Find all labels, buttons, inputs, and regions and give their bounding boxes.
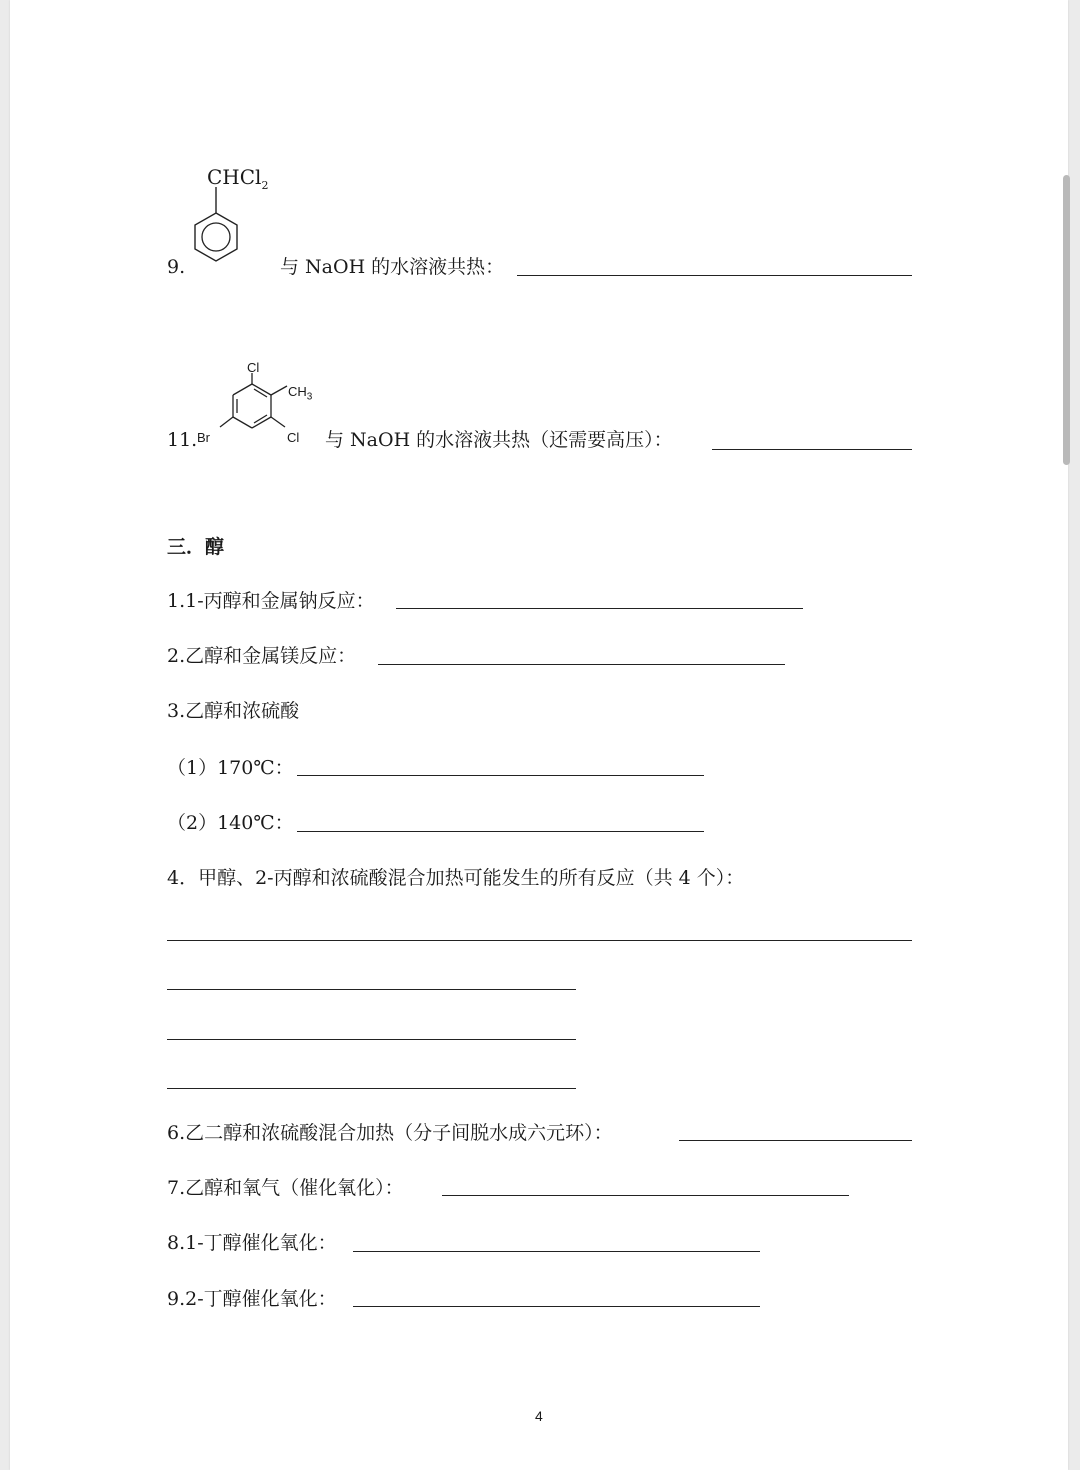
q11-number: 11. (167, 429, 198, 451)
item-9: 9.2-丁醇催化氧化： (167, 1288, 337, 1310)
item-4-answer-blank-2[interactable] (167, 989, 576, 990)
q11-answer-blank[interactable] (712, 449, 912, 450)
item-7-answer-blank[interactable] (442, 1195, 849, 1196)
q9-text: 与 NaOH 的水溶液共热： (280, 256, 505, 278)
item-7: 7.乙醇和氧气（催化氧化）： (167, 1177, 404, 1199)
q11-atom-ch-subscript: 3 (306, 391, 313, 403)
item-2: 2.乙醇和金属镁反应： (167, 645, 357, 667)
item-3: 3.乙醇和浓硫酸 (167, 700, 300, 722)
item-4-answer-blank-1[interactable] (167, 940, 912, 941)
benzal-chloride-structure (186, 185, 246, 275)
item-6: 6.乙二醇和浓硫酸混合加热（分子间脱水成六元环）： (167, 1122, 613, 1144)
item-3a-answer-blank[interactable] (297, 775, 704, 776)
item-2-answer-blank[interactable] (378, 664, 785, 665)
item-3b-answer-blank[interactable] (297, 831, 704, 832)
item-4: 4．甲醇、2-丙醇和浓硫酸混合加热可能发生的所有反应（共 4 个）： (167, 867, 745, 889)
item-4-answer-blank-3[interactable] (167, 1039, 576, 1040)
item-8-answer-blank[interactable] (353, 1251, 760, 1252)
item-9-answer-blank[interactable] (353, 1306, 760, 1307)
section-title: 三．醇 (167, 536, 225, 558)
item-3b: （2）140℃： (167, 812, 294, 834)
item-4-answer-blank-4[interactable] (167, 1088, 576, 1089)
q11-atom-ch: CH (288, 384, 307, 399)
q11-atom-ch3 (288, 380, 312, 410)
item-3a: （1）170℃： (167, 757, 294, 779)
q11-text: 与 NaOH 的水溶液共热（还需要高压）： (325, 429, 673, 451)
scrollbar[interactable] (1063, 175, 1070, 465)
item-1: 1.1-丙醇和金属钠反应： (167, 590, 375, 612)
q9-substituent: CHCl (207, 165, 262, 189)
page-number: 4 (535, 1408, 543, 1424)
q11-atom-br: Br (197, 430, 210, 445)
item-6-answer-blank[interactable] (679, 1140, 912, 1141)
item-1-answer-blank[interactable] (396, 608, 803, 609)
q11-atom-cl-right: Cl (287, 430, 300, 445)
q9-number: 9. (167, 256, 186, 278)
q11-atom-cl-top: Cl (247, 360, 260, 375)
q9-substituent-subscript: 2 (261, 179, 269, 192)
item-8: 8.1-丁醇催化氧化： (167, 1232, 337, 1254)
q9-answer-blank[interactable] (517, 275, 912, 276)
